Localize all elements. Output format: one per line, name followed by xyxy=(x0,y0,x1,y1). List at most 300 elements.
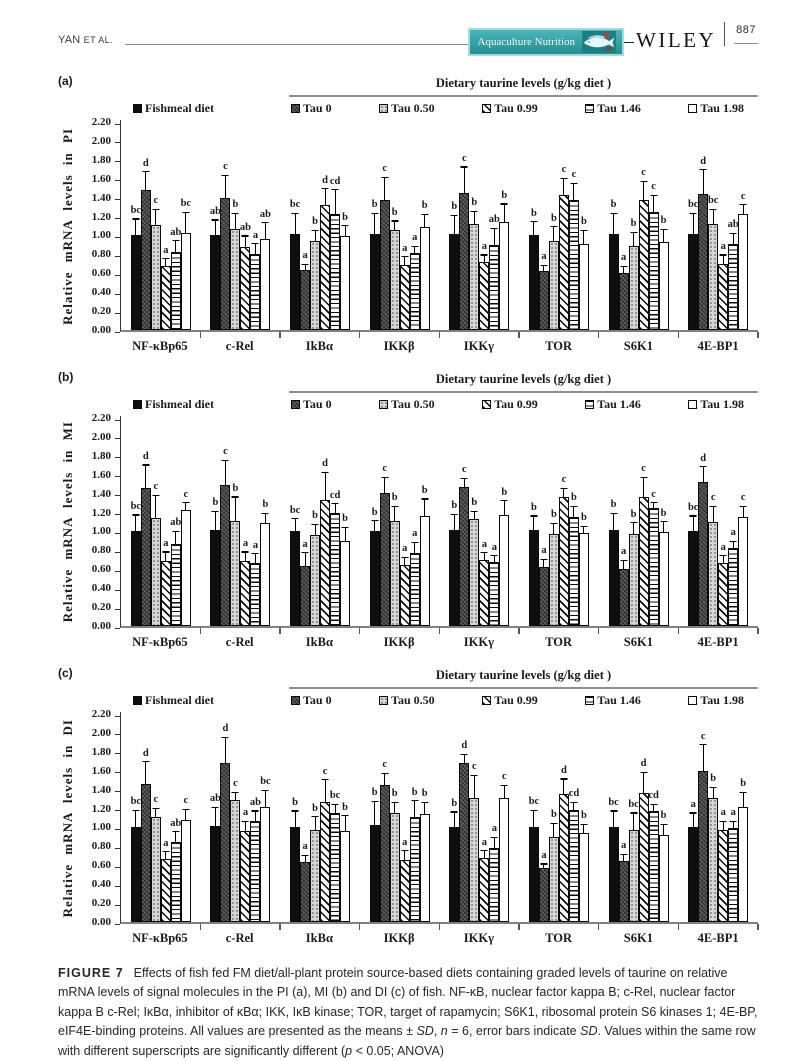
bar-group-ikk xyxy=(360,120,440,330)
y-tick-label: 2.20 xyxy=(91,708,111,720)
legend-label: Tau 1.46 xyxy=(597,100,641,115)
bar xyxy=(240,247,250,330)
bar-group-c-rel xyxy=(201,712,281,922)
error-bar xyxy=(421,214,428,227)
bar-slot xyxy=(320,416,330,626)
error-bar xyxy=(570,183,577,200)
logo-wiley-connector xyxy=(624,42,634,43)
bar-slot xyxy=(708,416,718,626)
bar-slot xyxy=(250,120,260,330)
significance-letter: a xyxy=(720,240,726,252)
legend-item-tau-0 xyxy=(291,693,332,708)
y-tick-label: 0.20 xyxy=(91,305,111,318)
significance-letter: cd xyxy=(568,788,580,800)
error-bar xyxy=(730,541,737,548)
error-bar xyxy=(132,514,139,530)
error-bar xyxy=(411,542,418,553)
significance-letter: b xyxy=(451,201,458,213)
bar xyxy=(609,234,619,330)
bar xyxy=(708,224,718,330)
error-bar xyxy=(182,809,189,820)
error-bar xyxy=(530,810,537,827)
significance-letter: c xyxy=(571,169,577,181)
bar xyxy=(161,859,171,922)
bar-slot xyxy=(489,120,499,330)
error-bar xyxy=(242,551,249,560)
error-bar xyxy=(630,232,637,246)
y-tick-label: 1.80 xyxy=(91,449,111,462)
bar-slot xyxy=(738,416,748,626)
error-bar xyxy=(302,855,309,863)
y-tick-label: 1.00 xyxy=(91,525,111,538)
significance-letter: c xyxy=(471,761,477,773)
significance-letter: a xyxy=(720,807,726,819)
bar-slot xyxy=(310,416,320,626)
error-bar xyxy=(560,778,567,794)
legend-label: Tau 0.50 xyxy=(391,692,435,707)
bar-slot xyxy=(300,120,310,330)
bar-slot xyxy=(609,120,619,330)
error-bar xyxy=(132,218,139,234)
error-bar xyxy=(182,502,189,510)
error-bar xyxy=(222,460,229,486)
significance-letter: b xyxy=(581,512,587,524)
bar-slot xyxy=(380,120,390,330)
significance-letter: bc xyxy=(687,501,699,513)
significance-letter: b xyxy=(551,509,557,521)
bar xyxy=(738,214,748,330)
error-bar xyxy=(322,188,329,205)
bar-slot xyxy=(230,416,240,626)
significance-letter: a xyxy=(402,543,408,555)
chart-title: Dietary taurine levels (g/kg diet ) xyxy=(435,76,612,90)
y-tick-label: 0.60 xyxy=(91,267,111,280)
error-bar xyxy=(640,181,647,200)
significance-letter: bc xyxy=(329,790,341,802)
bar-slot xyxy=(479,416,489,626)
bar xyxy=(708,522,718,626)
bar-group-4e-bp1 xyxy=(678,120,758,330)
legend-swatch-icon xyxy=(688,696,697,705)
significance-letter: b xyxy=(312,216,318,228)
significance-letter: b xyxy=(371,506,378,518)
y-tick-label: 1.40 xyxy=(91,783,111,796)
error-bar xyxy=(471,511,478,520)
legend-label: Tau 1.46 xyxy=(597,396,641,411)
bar-slot xyxy=(449,712,459,922)
y-axis-title: Relative mRNA levels in PI xyxy=(60,127,75,325)
error-bar xyxy=(142,171,149,190)
significance-letter: b xyxy=(421,788,428,800)
bar xyxy=(151,518,161,626)
legend-swatch-icon xyxy=(585,400,594,409)
significance-letter: b xyxy=(501,189,508,201)
error-bar xyxy=(481,552,488,560)
error-bar xyxy=(690,812,697,826)
bar-slot xyxy=(738,120,748,330)
bar-slot xyxy=(718,416,728,626)
bar-slot xyxy=(290,416,300,626)
legend-swatch-icon xyxy=(585,696,594,705)
panel-label: (a) xyxy=(58,74,73,88)
chart-panel-c xyxy=(58,666,758,946)
bar xyxy=(310,241,320,330)
error-bar xyxy=(740,204,747,213)
bar-slot xyxy=(250,416,260,626)
significance-letter: b xyxy=(581,810,587,822)
bar xyxy=(171,252,181,330)
bar-group-nf-bp65 xyxy=(121,712,201,922)
error-bar xyxy=(142,761,149,784)
significance-letter: ab xyxy=(170,517,182,529)
bar-slot xyxy=(619,120,629,330)
y-tick-label: 0.40 xyxy=(91,286,111,299)
error-bar xyxy=(371,213,378,234)
significance-letter: a xyxy=(163,244,169,256)
bar-slot xyxy=(459,416,469,626)
error-bar xyxy=(730,821,737,829)
y-axis-title: Relative mRNA levels in DI xyxy=(60,718,75,918)
error-bar xyxy=(302,552,309,565)
error-bar xyxy=(660,521,667,532)
error-bar xyxy=(660,824,667,835)
bar xyxy=(400,265,410,330)
bar xyxy=(489,562,499,626)
y-tick-label: 0.80 xyxy=(91,248,111,261)
error-bar xyxy=(401,557,408,565)
error-bar xyxy=(381,773,388,785)
legend-item-tau-0-50 xyxy=(379,101,435,116)
taurine-header xyxy=(289,74,758,97)
error-bar xyxy=(172,531,179,544)
x-category-label: TOR xyxy=(545,635,573,649)
error-bar xyxy=(312,230,319,241)
bar-slot xyxy=(489,712,499,922)
error-bar xyxy=(292,810,299,826)
bar-slot xyxy=(380,416,390,626)
significance-letter: bc xyxy=(130,796,142,807)
x-category-label: IKKβ xyxy=(383,339,415,353)
x-category-label: IkBα xyxy=(305,339,333,353)
legend-label: Tau 0.50 xyxy=(391,100,435,115)
error-bar xyxy=(411,246,418,254)
significance-letter: c xyxy=(651,181,656,193)
legend-item-tau-0-50 xyxy=(379,397,435,412)
significance-letter: b xyxy=(660,215,667,227)
x-category-label: NF-κBp65 xyxy=(132,931,188,945)
bar xyxy=(459,487,469,626)
error-bar xyxy=(232,213,239,229)
bar xyxy=(370,825,380,922)
significance-letter: a xyxy=(620,252,627,264)
bar-slot xyxy=(559,712,569,922)
significance-letter: bc xyxy=(180,198,192,210)
bar xyxy=(260,239,270,330)
bar xyxy=(151,817,161,922)
significance-letter: b xyxy=(471,197,478,209)
bar xyxy=(649,212,659,330)
bar-group-c-rel xyxy=(201,416,281,626)
bar xyxy=(529,530,539,626)
legend-item-tau-1-46 xyxy=(585,397,641,412)
bar-group-s6k1 xyxy=(599,120,679,330)
bar-slot xyxy=(469,712,479,922)
error-bar xyxy=(232,496,239,521)
y-tick-label: 0.20 xyxy=(91,897,111,910)
error-bar xyxy=(640,477,647,498)
bar-slot xyxy=(659,120,669,330)
significance-letter: b xyxy=(312,510,318,522)
error-bar xyxy=(491,228,498,245)
bar xyxy=(499,515,509,626)
bar-slot xyxy=(529,712,539,922)
bar xyxy=(290,531,300,626)
bar-slot xyxy=(370,416,380,626)
bar-slot xyxy=(151,712,161,922)
significance-letter: b xyxy=(551,809,557,821)
significance-letter: c xyxy=(183,488,189,500)
bar-slot xyxy=(559,416,569,626)
bar-slot xyxy=(728,416,738,626)
error-bar xyxy=(371,801,378,825)
publisher-logo: WILEY xyxy=(636,27,717,52)
bar xyxy=(390,521,400,626)
bar xyxy=(619,569,629,626)
significance-letter: a xyxy=(252,539,259,551)
legend-swatch-icon xyxy=(379,696,388,705)
bar-slot xyxy=(559,120,569,330)
bar-slot xyxy=(629,712,639,922)
x-category-label: NF-κBp65 xyxy=(132,339,188,353)
bar-slot xyxy=(171,416,181,626)
bar-slot xyxy=(549,416,559,626)
bar-slot xyxy=(131,120,141,330)
bar-slot xyxy=(141,120,151,330)
bar-slot xyxy=(210,120,220,330)
bar-group-4e-bp1 xyxy=(678,712,758,922)
bar-slot xyxy=(639,120,649,330)
legend-swatch-icon xyxy=(291,400,300,409)
bar xyxy=(449,234,459,330)
plot-area xyxy=(120,120,758,332)
bar-slot xyxy=(400,120,410,330)
journal-header xyxy=(58,22,758,58)
bar xyxy=(619,861,629,922)
error-bar xyxy=(630,812,637,830)
journal-logo xyxy=(468,28,624,56)
error-bar xyxy=(610,213,617,234)
x-category-label: NF-κBp65 xyxy=(132,635,188,649)
significance-letter: b xyxy=(342,513,348,525)
bar-slot xyxy=(459,120,469,330)
x-category-label: S6K1 xyxy=(623,635,653,649)
error-bar xyxy=(730,233,737,244)
legend-label: Tau 1.98 xyxy=(700,100,744,115)
significance-letter: c xyxy=(700,730,706,742)
significance-letter: bc xyxy=(289,504,301,516)
significance-letter: a xyxy=(481,538,487,550)
legend-item-tau-0-99 xyxy=(482,101,538,116)
bar-slot xyxy=(230,712,240,922)
chart-panel-b xyxy=(58,370,758,650)
bar xyxy=(300,862,310,922)
error-bar xyxy=(252,553,259,562)
bar-slot xyxy=(549,120,559,330)
error-bar xyxy=(540,265,547,272)
error-bar xyxy=(212,807,219,826)
significance-letter: bc xyxy=(130,204,142,216)
y-tick-label: 0.20 xyxy=(91,601,111,614)
significance-letter: a xyxy=(720,541,726,553)
bar xyxy=(290,234,300,330)
bar-slot xyxy=(659,712,669,922)
y-tick-label: 1.00 xyxy=(91,229,111,242)
bar-slot xyxy=(420,712,430,922)
significance-letter: d xyxy=(322,174,328,186)
error-bar xyxy=(421,802,428,814)
significance-letter: b xyxy=(371,787,378,799)
bar xyxy=(220,198,230,330)
bar xyxy=(210,826,220,922)
bar xyxy=(549,534,559,626)
bar-slot xyxy=(708,120,718,330)
bar xyxy=(240,561,250,626)
significance-letter: b xyxy=(421,200,428,212)
significance-letter: a xyxy=(412,528,418,540)
bar xyxy=(171,544,181,626)
bar xyxy=(609,530,619,626)
taurine-header xyxy=(289,666,758,689)
error-bar xyxy=(182,212,189,233)
significance-letter: a xyxy=(541,251,547,263)
significance-letter: a xyxy=(302,538,308,550)
legend-label: Fishmeal diet xyxy=(145,396,214,411)
significance-letter: d xyxy=(142,157,149,169)
error-bar xyxy=(620,266,627,274)
bar xyxy=(489,848,499,922)
error-bar xyxy=(292,213,299,234)
bar xyxy=(718,563,728,626)
error-bar xyxy=(700,744,707,770)
bar-slot xyxy=(181,416,191,626)
bar xyxy=(649,508,659,626)
bar xyxy=(659,835,669,922)
error-bar xyxy=(540,863,547,868)
bar xyxy=(688,531,698,626)
significance-letter: a xyxy=(242,537,249,549)
y-tick-label: 1.80 xyxy=(91,745,111,758)
bar-group-ikb xyxy=(280,416,360,626)
error-bar xyxy=(530,515,537,529)
error-bar xyxy=(262,222,269,239)
bar xyxy=(459,193,469,330)
y-tick-label: 1.60 xyxy=(91,764,111,777)
bar xyxy=(181,820,191,922)
error-bar xyxy=(252,243,259,254)
bar xyxy=(629,534,639,626)
bar-slot xyxy=(688,712,698,922)
error-bar xyxy=(322,779,329,802)
bar xyxy=(629,830,639,922)
significance-letter: c xyxy=(153,195,159,207)
error-bar xyxy=(560,488,567,497)
bar-slot xyxy=(370,712,380,922)
error-bar xyxy=(610,513,617,530)
bar xyxy=(230,521,240,626)
significance-letter: b xyxy=(660,507,667,519)
significance-letter: a xyxy=(730,527,736,539)
bar xyxy=(131,531,141,626)
bar-slot xyxy=(410,120,420,330)
error-bar xyxy=(570,802,577,810)
significance-letter: c xyxy=(223,446,228,458)
bar xyxy=(549,837,559,922)
significance-letter: a xyxy=(402,836,408,848)
y-tick-label: 2.00 xyxy=(91,134,111,147)
y-axis xyxy=(78,708,120,928)
significance-letter: c xyxy=(461,464,467,476)
significance-letter: b xyxy=(212,497,219,509)
error-bar xyxy=(650,804,657,812)
bar-slot xyxy=(181,712,191,922)
bar-slot xyxy=(728,712,738,922)
bar xyxy=(529,827,539,922)
bar xyxy=(340,831,350,922)
legend-swatch-icon xyxy=(688,104,697,113)
y-tick-label: 1.20 xyxy=(91,210,111,223)
significance-letter: c xyxy=(382,163,388,175)
y-tick-label: 1.80 xyxy=(91,153,111,166)
legend-swatch-icon xyxy=(688,400,697,409)
bar xyxy=(380,785,390,922)
bar-group-nf-bp65 xyxy=(121,120,201,330)
page-number: 887 xyxy=(736,24,756,36)
bar xyxy=(250,821,260,922)
bar xyxy=(171,842,181,922)
error-bar xyxy=(690,515,697,530)
bar-slot xyxy=(449,416,459,626)
bar-slot xyxy=(609,712,619,922)
significance-letter: b xyxy=(342,211,348,223)
bar-slot xyxy=(240,712,250,922)
significance-letter: c xyxy=(641,463,646,475)
bar-slot xyxy=(649,416,659,626)
error-bar xyxy=(740,792,747,807)
panel-label: (b) xyxy=(58,370,74,384)
bar xyxy=(330,813,340,922)
bar-slot xyxy=(400,712,410,922)
bar-slot xyxy=(240,416,250,626)
bar xyxy=(420,814,430,922)
bar-slot xyxy=(469,416,479,626)
significance-letter: a xyxy=(690,798,696,810)
error-bar xyxy=(332,503,339,512)
x-category-label: S6K1 xyxy=(623,339,653,353)
legend-swatch-icon xyxy=(133,696,142,705)
bar-slot xyxy=(151,416,161,626)
significance-letter: a xyxy=(402,242,408,254)
error-bar xyxy=(222,737,229,763)
bar xyxy=(330,513,340,626)
error-bar xyxy=(471,775,478,799)
significance-letter: cd xyxy=(329,175,341,187)
significance-letter: c xyxy=(153,481,159,493)
significance-letter: b xyxy=(391,788,398,800)
bar xyxy=(161,266,171,330)
y-axis xyxy=(78,116,120,336)
bar xyxy=(310,535,320,626)
x-category-label: IKKγ xyxy=(463,931,494,945)
